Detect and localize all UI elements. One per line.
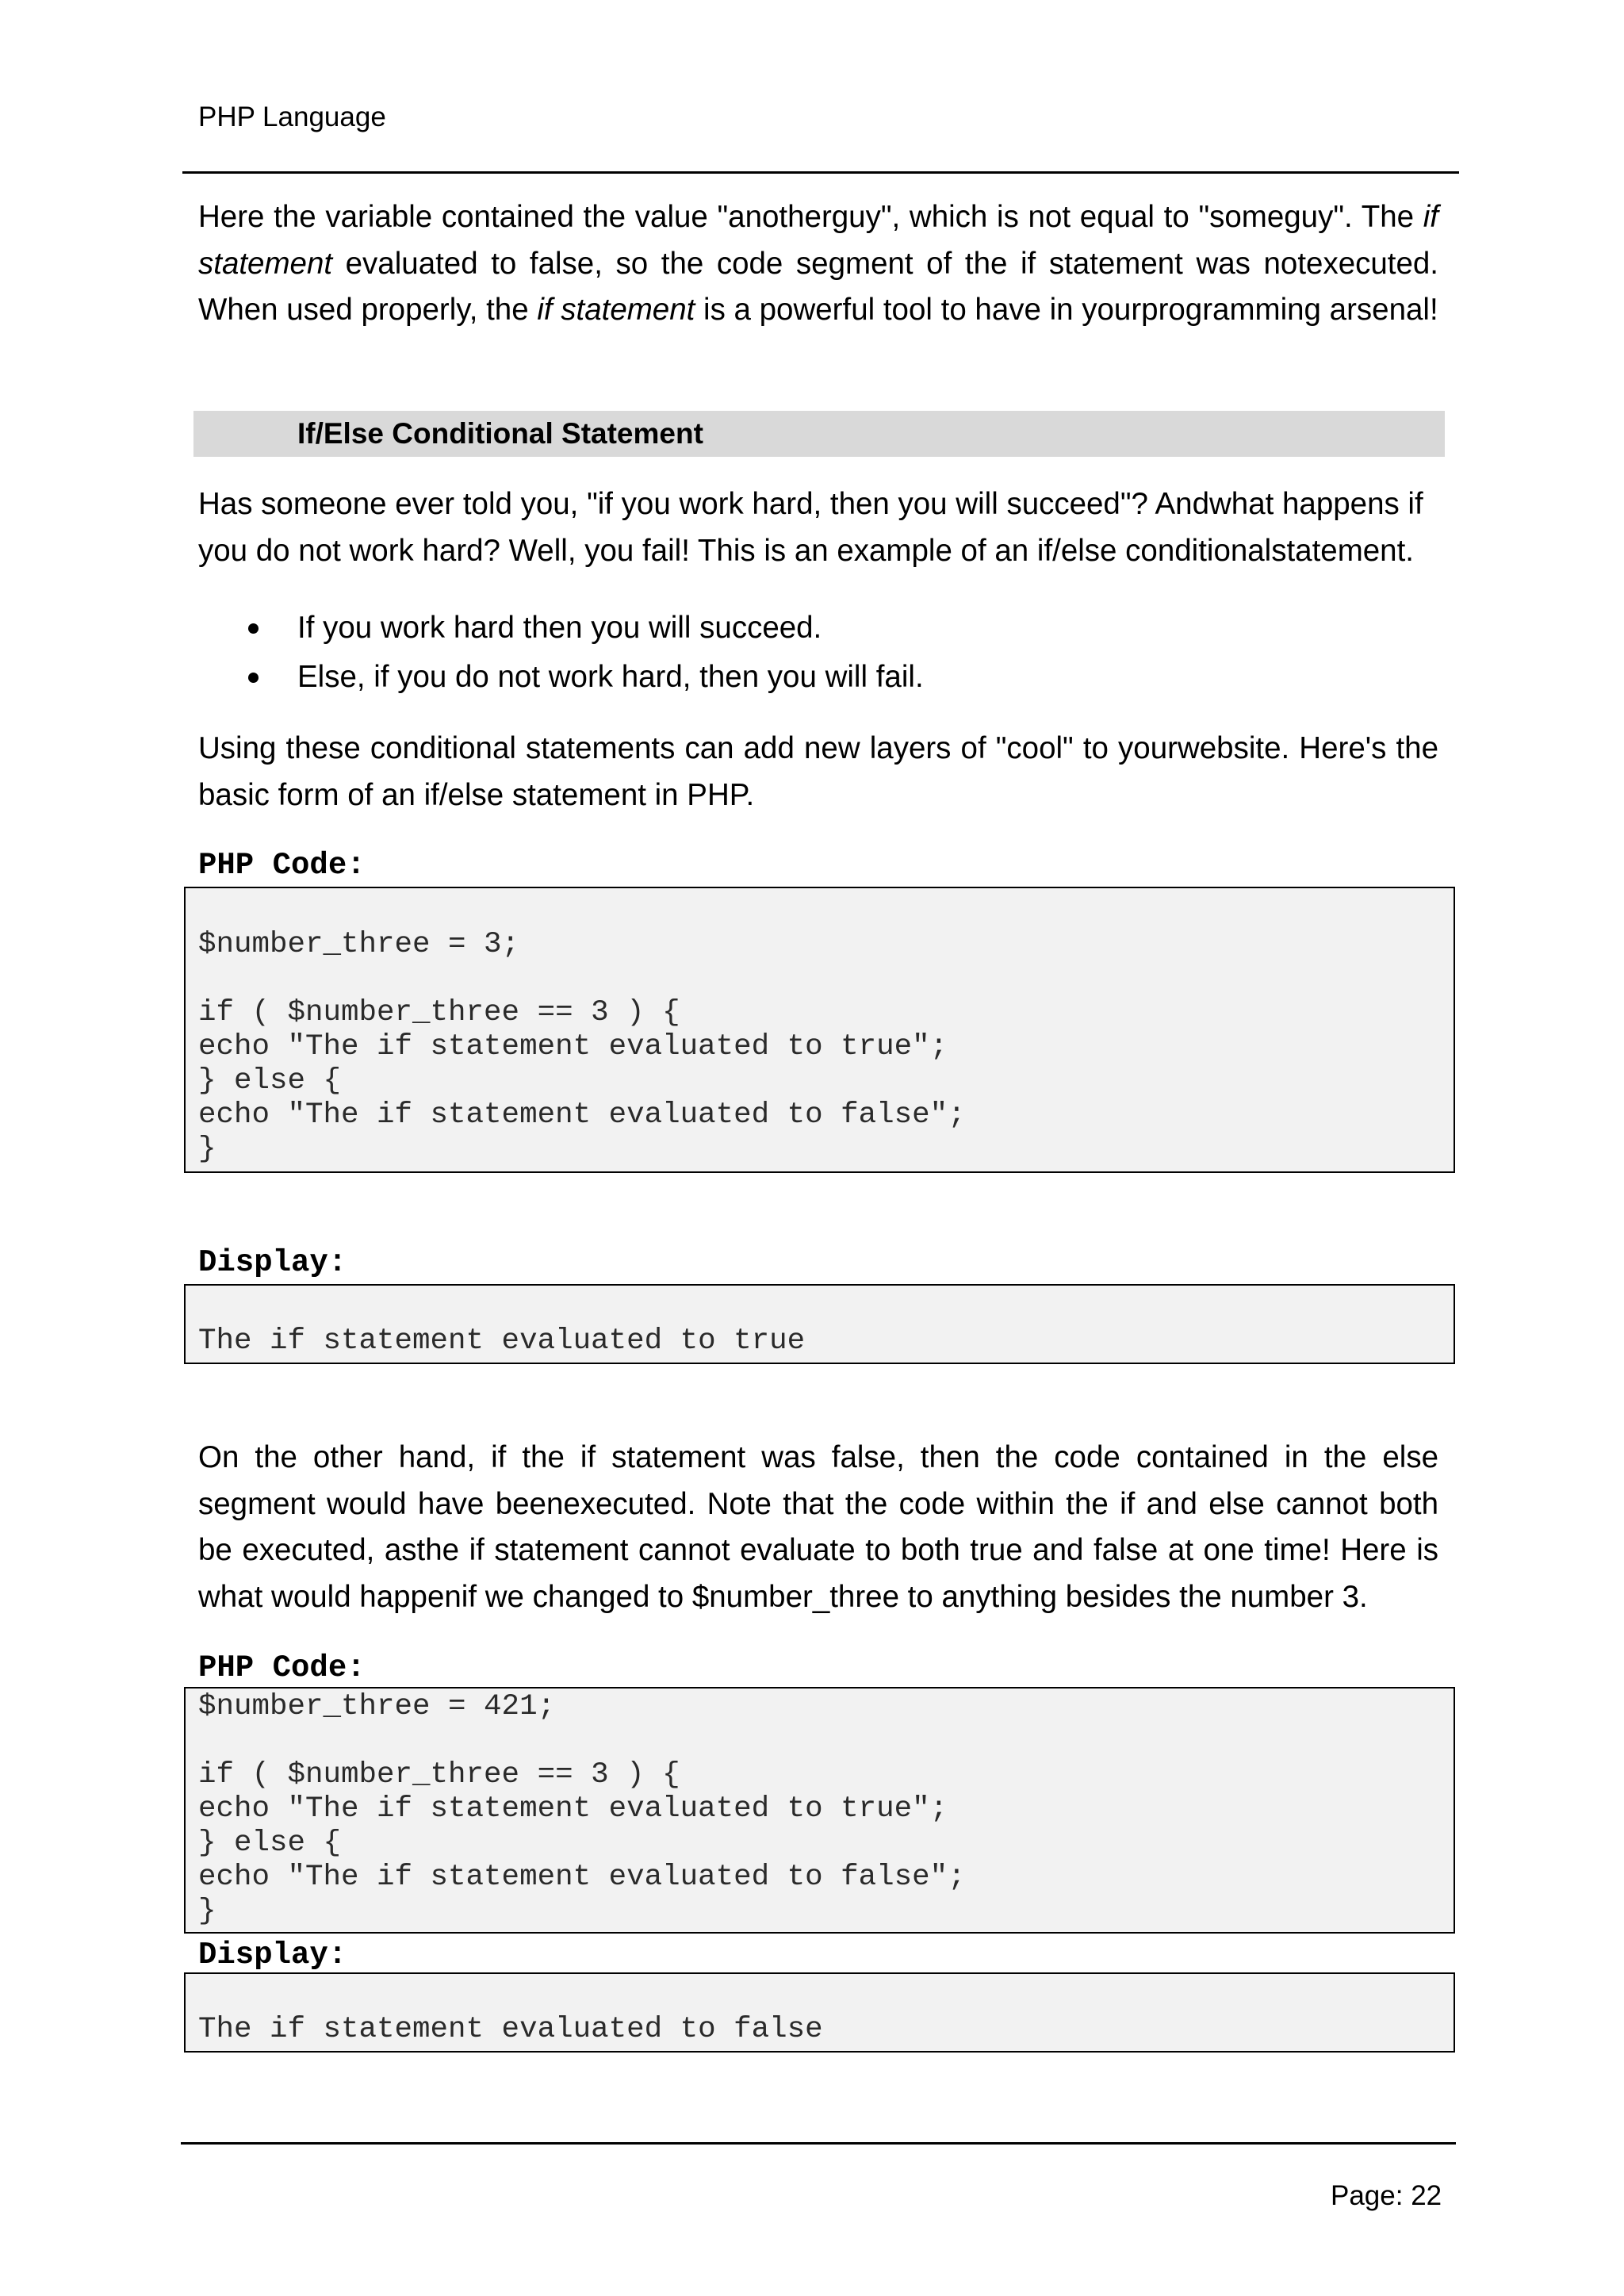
- display-output-line: The if statement evaluated to false: [198, 2013, 823, 2046]
- footer-divider: [181, 2142, 1456, 2145]
- code-label: PHP Code:: [198, 848, 366, 883]
- intro-paragraph: [198, 194, 1438, 334]
- bullet-list: [238, 604, 924, 702]
- section-heading: If/Else Conditional Statement: [297, 417, 703, 450]
- header-divider: [182, 171, 1459, 174]
- intro-text-3: is a powerful tool to have in yourprogramming arsenal!: [695, 293, 1438, 327]
- code-line: echo "The if statement evaluated to false";: [198, 1861, 966, 1894]
- code-line: } else {: [198, 1064, 342, 1098]
- code-line: if ( $number_three == 3 ) {: [198, 1758, 680, 1792]
- code-line: }: [198, 1895, 216, 1928]
- display-label: Display:: [198, 1938, 347, 1972]
- code-line: }: [198, 1133, 216, 1166]
- bullet-text: Else, if you do not work hard, then you will fail.: [297, 660, 924, 694]
- bullet-text: If you work hard then you will succeed.: [297, 611, 822, 645]
- display-label: Display:: [198, 1245, 347, 1280]
- paragraph-basic-form: Using these conditional statements can add new layers of "cool" to yourwebsite. Here's the basic form of an if/else statement in PHP.: [198, 731, 1438, 812]
- intro-text-2: evaluated to false, so the code segment of the if statement was notexecuted. When used properly, the: [198, 246, 1438, 327]
- bullet-item: [238, 653, 924, 702]
- bullet-dot-icon: [248, 673, 259, 683]
- code-line: $number_three = 421;: [198, 1690, 556, 1723]
- code-line: } else {: [198, 1826, 342, 1860]
- paragraph-if-else-intro: Has someone ever told you, "if you work hard, then you will succeed"? Andwhat happens if you do not work hard? Well, you fail! This is an example of an if/else conditionalstatement.: [198, 487, 1423, 568]
- intro-emphasis-2: if statement: [537, 293, 695, 327]
- code-line: $number_three = 3;: [198, 928, 520, 961]
- page-number: Page: 22: [1331, 2180, 1442, 2211]
- code-label: PHP Code:: [198, 1650, 366, 1685]
- bullet-item: [238, 604, 924, 653]
- code-line: echo "The if statement evaluated to false";: [198, 1098, 966, 1132]
- intro-emphasis-1: if statement: [198, 200, 1438, 281]
- intro-text-1: Here the variable contained the value "anotherguy", which is not equal to "someguy". The: [198, 200, 1423, 234]
- running-header: PHP Language: [198, 102, 386, 132]
- display-output-line: The if statement evaluated to true: [198, 1324, 806, 1358]
- code-line: if ( $number_three == 3 ) {: [198, 996, 680, 1029]
- code-line: echo "The if statement evaluated to true";: [198, 1792, 948, 1826]
- code-line: echo "The if statement evaluated to true";: [198, 1030, 948, 1064]
- paragraph-else-explanation: On the other hand, if the if statement was false, then the code contained in the else segment would have beenexecuted. Note that the code within the if and else cannot both be executed, asthe if statement cannot evaluate to both true and false at one time! Here is what would happenif we changed to $number_three to anything besides the number 3.: [198, 1440, 1438, 1614]
- bullet-dot-icon: [248, 623, 259, 634]
